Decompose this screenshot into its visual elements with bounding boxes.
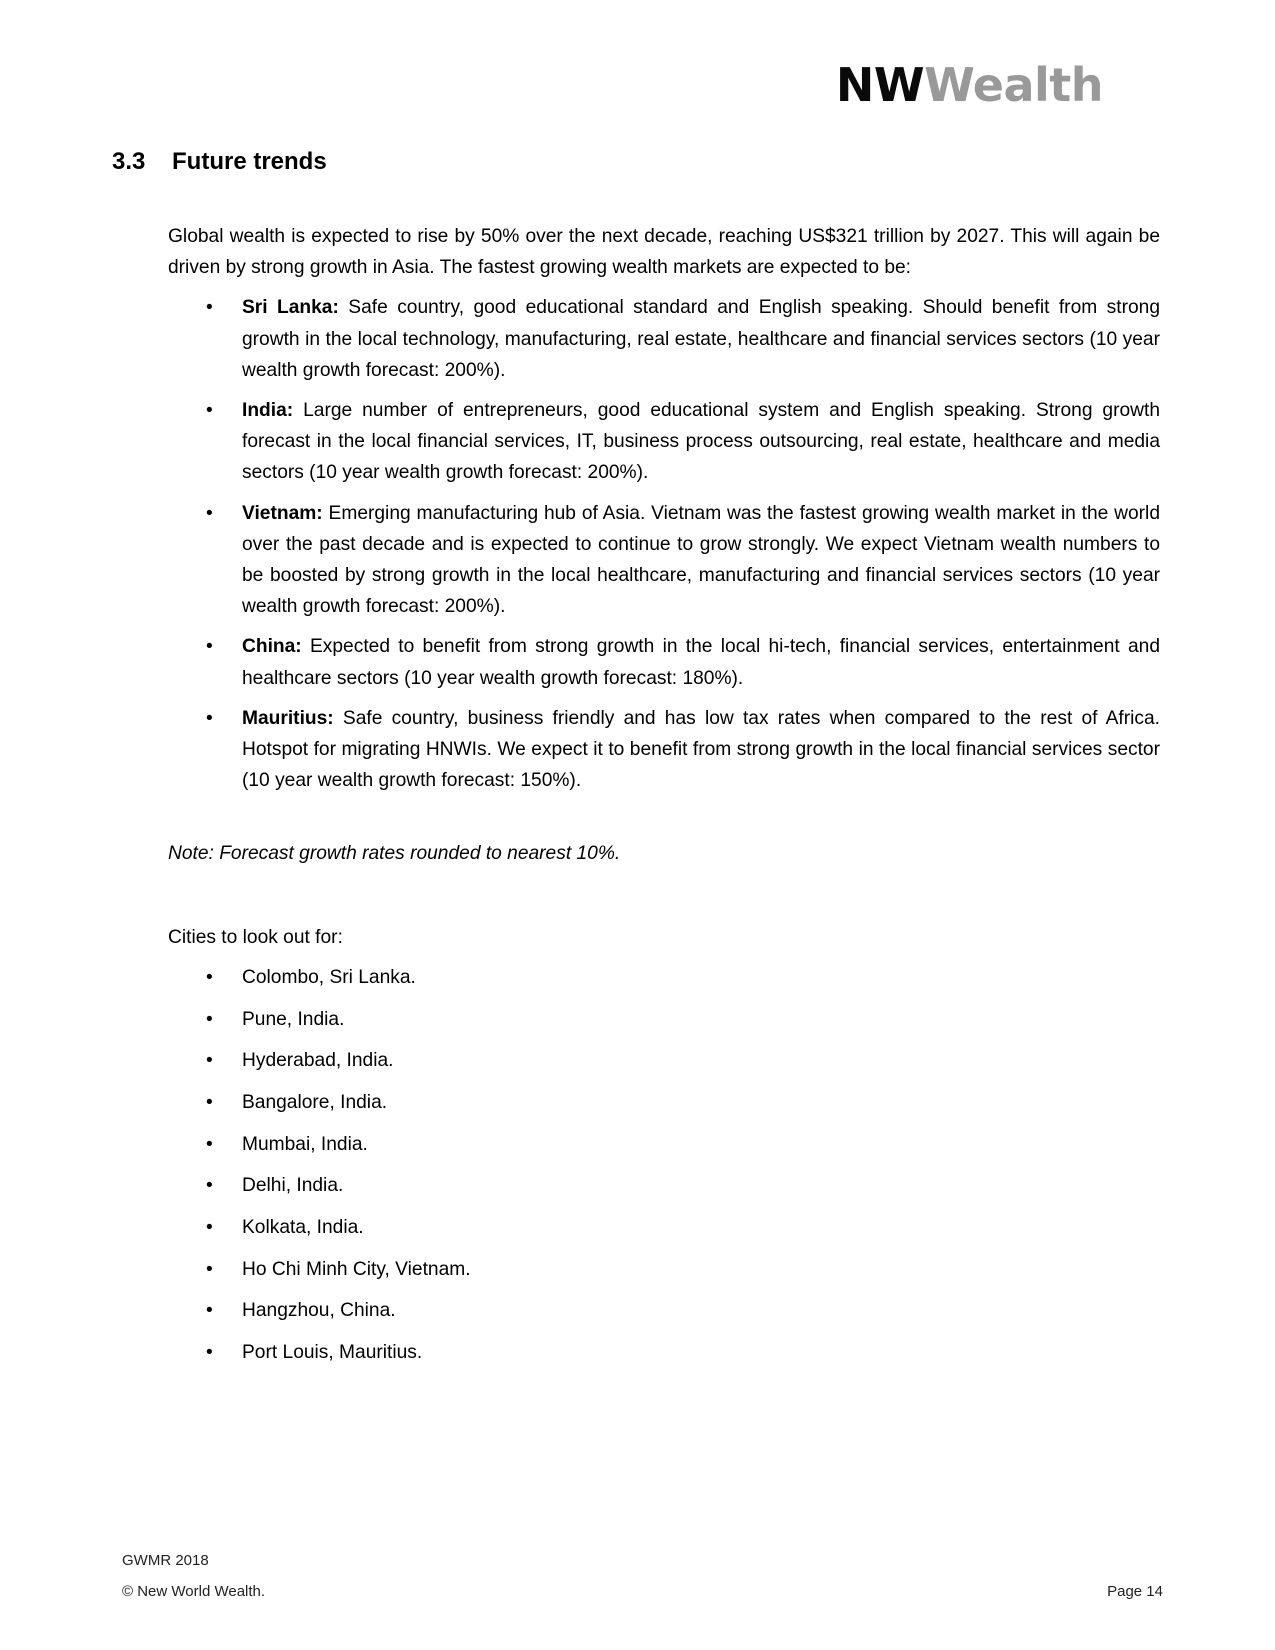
list-item	[168, 1170, 1160, 1201]
market-name: Vietnam:	[242, 502, 323, 524]
market-name: Sri Lanka:	[242, 297, 339, 319]
bullet-icon: •	[206, 1008, 213, 1030]
list-item	[168, 703, 1160, 797]
list-item	[168, 631, 1160, 693]
city-name: Ho Chi Minh City, Vietnam.	[242, 1258, 471, 1280]
cities-intro: Cities to look out for:	[168, 926, 343, 948]
market-text: Safe country, good educational standard and English speaking. Should benefit from strong growth in the local technology, manufacturing, real estate, healthcare and financial services sectors (10 year wealth growth forecast: 200%).	[242, 297, 1160, 381]
page-number: Page 14	[1107, 1583, 1163, 1600]
markets-list	[168, 292, 1160, 796]
forecast-note: Note: Forecast growth rates rounded to nearest 10%.	[168, 843, 621, 865]
list-item	[168, 395, 1160, 489]
footer-copyright: © New World Wealth.	[122, 1583, 266, 1600]
market-name: India:	[242, 400, 294, 422]
bullet-icon: •	[206, 1175, 213, 1197]
list-item	[168, 1337, 1160, 1368]
city-name: Bangalore, India.	[242, 1091, 388, 1113]
list-item	[168, 1045, 1160, 1076]
list-item	[168, 498, 1160, 623]
city-name: Port Louis, Mauritius.	[242, 1342, 423, 1364]
bullet-icon: •	[206, 966, 213, 988]
city-name: Pune, India.	[242, 1008, 345, 1030]
list-item	[168, 1212, 1160, 1243]
intro-paragraph: Global wealth is expected to rise by 50% over the next decade, reaching US$321 trillion by 2027. This will again be driven by strong growth in Asia. The fastest growing wealth markets are expected to be:	[168, 226, 1160, 279]
list-item	[168, 292, 1160, 386]
market-name: Mauritius:	[242, 707, 334, 729]
list-item	[168, 962, 1160, 993]
city-name: Hyderabad, India.	[242, 1050, 394, 1072]
market-text: Emerging manufacturing hub of Asia. Vietnam was the fastest growing wealth market in the world over the past decade and is expected to continue to grow strongly. We expect Vietnam wealth numbers to be boosted by strong growth in the local healthcare, manufacturing and financial services sectors (10 year wealth growth forecast: 200%).	[242, 502, 1160, 618]
market-text: Large number of entrepreneurs, good educational system and English speaking. Strong growth forecast in the local financial services, IT, business process outsourcing, real estate, healthcare and media sectors (10 year wealth growth forecast: 200%).	[242, 400, 1160, 484]
market-name: China:	[242, 636, 302, 658]
section-title: Future trends	[172, 148, 327, 175]
footer-report-name: GWMR 2018	[122, 1552, 209, 1569]
brand-logo	[835, 58, 1103, 112]
bullet-icon: •	[206, 502, 213, 524]
bullet-icon: •	[206, 1050, 213, 1072]
market-text: Safe country, business friendly and has low tax rates when compared to the rest of Africa. Hotspot for migrating HNWIs. We expect it to benefit from strong growth in the local financial services sector (10 year wealth growth forecast: 150%).	[242, 707, 1160, 792]
list-item	[168, 1004, 1160, 1035]
section-heading	[112, 148, 327, 176]
market-text: Expected to benefit from strong growth in the local hi-tech, financial services, entertainment and healthcare sectors (10 year wealth growth forecast: 180%).	[242, 636, 1160, 689]
bullet-icon: •	[206, 707, 213, 729]
city-name: Delhi, India.	[242, 1175, 344, 1197]
list-item	[168, 1087, 1160, 1118]
city-name: Hangzhou, China.	[242, 1300, 396, 1322]
city-name: Kolkata, India.	[242, 1216, 364, 1238]
list-item	[168, 1129, 1160, 1160]
logo-part-wealth: Wealth	[924, 58, 1103, 112]
city-name: Mumbai, India.	[242, 1133, 368, 1155]
section-number: 3.3	[112, 148, 146, 175]
bullet-icon: •	[206, 636, 213, 658]
bullet-icon: •	[206, 1216, 213, 1238]
main-content	[168, 221, 1160, 1379]
city-name: Colombo, Sri Lanka.	[242, 966, 416, 988]
list-item	[168, 1254, 1160, 1285]
bullet-icon: •	[206, 1258, 213, 1280]
bullet-icon: •	[206, 400, 213, 422]
list-item	[168, 1295, 1160, 1326]
bullet-icon: •	[206, 1091, 213, 1113]
cities-list	[168, 962, 1160, 1368]
logo-part-nw: NW	[835, 58, 925, 112]
bullet-icon: •	[206, 1133, 213, 1155]
bullet-icon: •	[206, 297, 213, 319]
bullet-icon: •	[206, 1300, 213, 1322]
bullet-icon: •	[206, 1342, 213, 1364]
